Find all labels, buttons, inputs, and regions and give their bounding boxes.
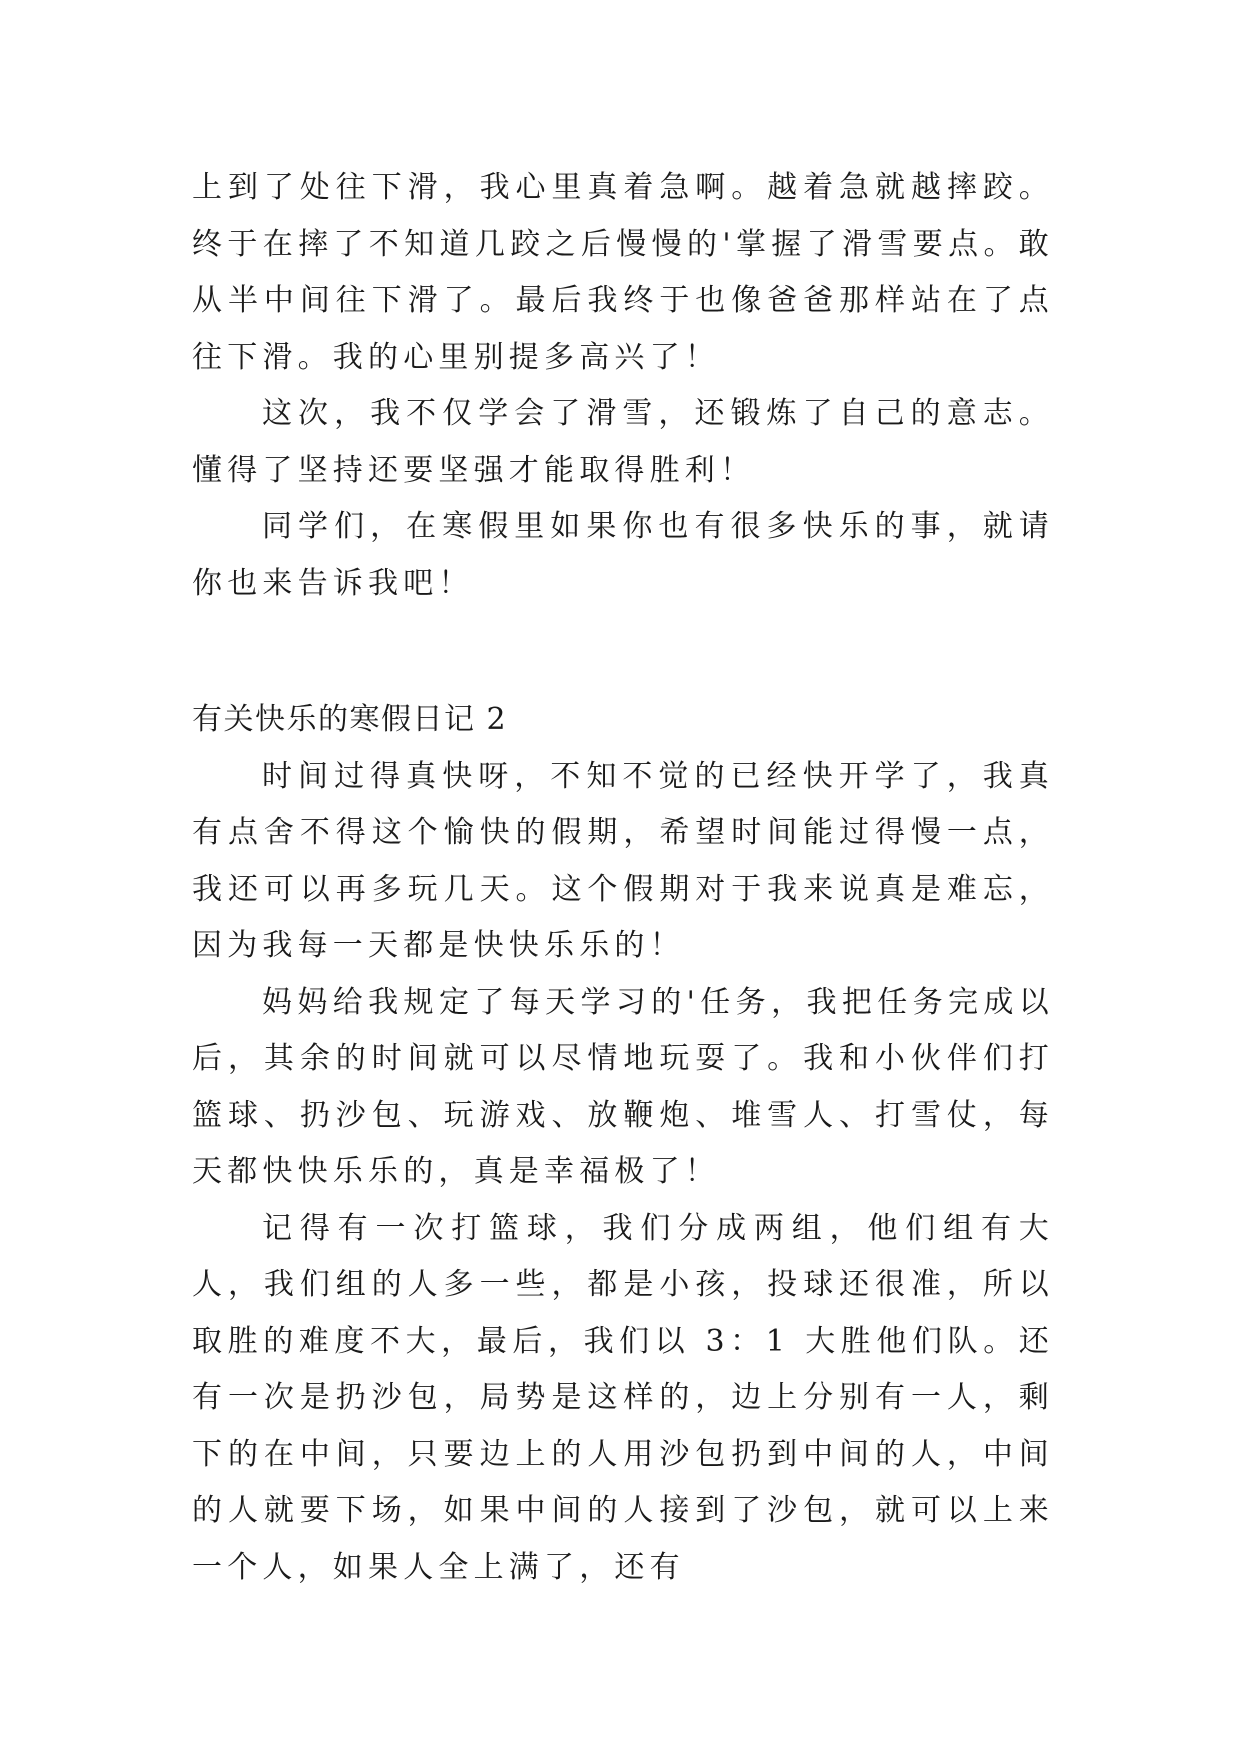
paragraph: 同学们，在寒假里如果你也有很多快乐的事，就请你也来告诉我吧！ [192,509,1054,601]
paragraph: 这次，我不仅学会了滑雪，还锻炼了自己的意志。懂得了坚持还要坚强才能取得胜利！ [192,396,1054,488]
section-title: 有关快乐的寒假日记 2 [192,702,508,737]
paragraph: 妈妈给我规定了每天学习的'任务，我把任务完成以后，其余的时间就可以尽情地玩耍了。我和小伙伴们打篮球、扔沙包、玩游戏、放鞭炮、堆雪人、打雪仗，每天都快快乐乐的，真是幸福极了！ [192,984,1054,1189]
paragraph: 时间过得真快呀，不知不觉的已经快开学了，我真有点舍不得这个愉快的假期，希望时间能过得慢一点，我还可以再多玩几天。这个假期对于我来说真是难忘，因为我每一天都是快快乐乐的！ [192,758,1054,963]
document-page [192,160,1054,1596]
paragraph: 记得有一次打篮球，我们分成两组，他们组有大人，我们组的人多一些，都是小孩，投球还很准，所以取胜的难度不大，最后，我们以 3：1 大胜他们队。还有一次是扔沙包，局势是这样的，边上分别有一人，剩下的在中间，只要边上的人用沙包扔到中间的人，中间的人就要下场，如果中间的人接到了沙包，就可以上来一个人，如果人全上满了，还有 [192,1210,1054,1585]
paragraph-continuation: 上到了处往下滑，我心里真着急啊。越着急就越摔跤。终于在摔了不知道几跤之后慢慢的'掌握了滑雪要点。敢从半中间往下滑了。最后我终于也像爸爸那样站在了点往下滑。我的心里别提多高兴了！ [192,170,1054,375]
section-spacer [192,612,1054,692]
